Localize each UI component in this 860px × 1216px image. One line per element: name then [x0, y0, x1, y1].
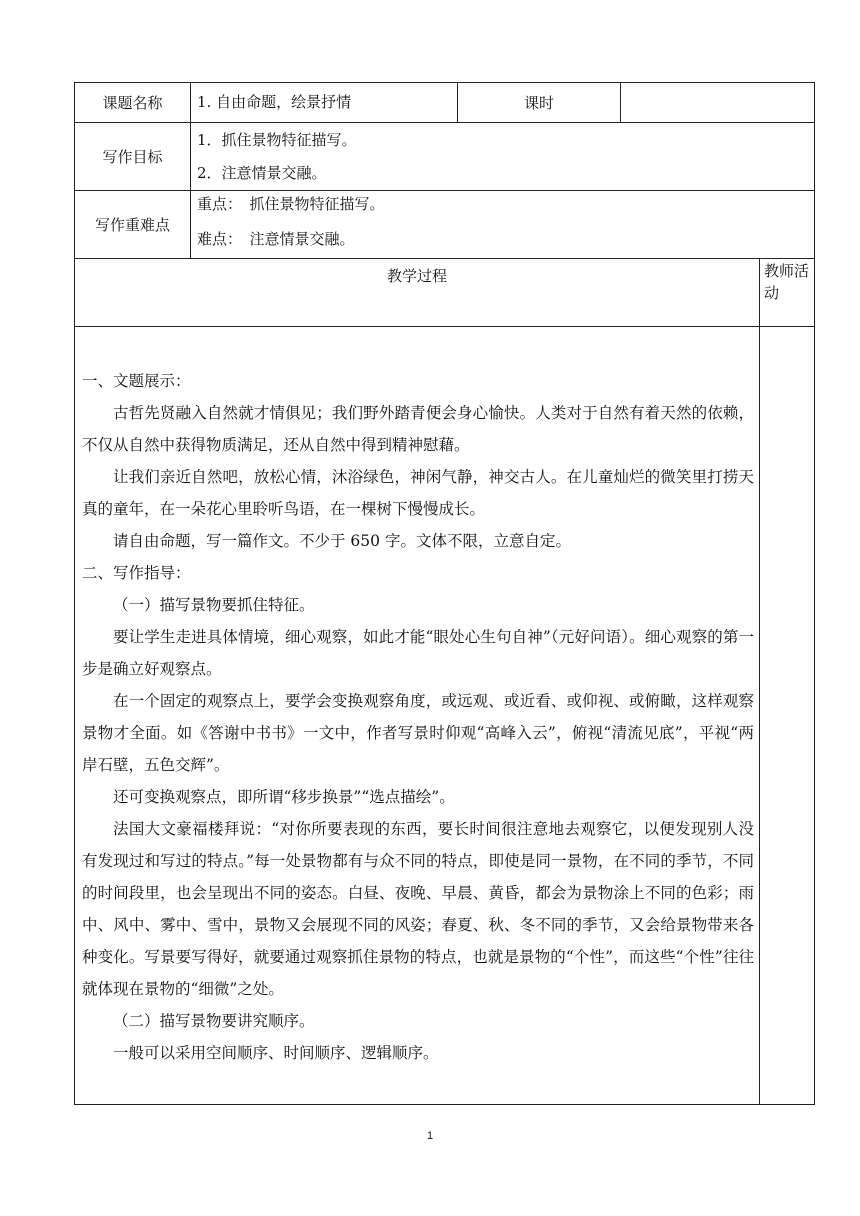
section-title: 二、写作指导： — [82, 564, 191, 582]
paragraph: 一般可以采用空间顺序、时间顺序、逻辑顺序。 — [113, 1044, 439, 1062]
difficult-point: 难点： 注意情景交融。 — [197, 230, 355, 248]
key-point: 重点： 抓住景物特征描写。 — [197, 195, 385, 213]
paragraph: 还可变换观察点，即所谓“移步换景”“选点描绘”。 — [113, 788, 455, 806]
paragraph: 法国大文豪福楼拜说：“对你所要表现的东西，要长时间很注意地去观察它，以便发现别人没有发现过和写过的特点。”每一处景物都有与众不同的特点，即使是同一景物，在不同的季节，不同的时间段里，也会呈现出不同的姿态。白昼、夜晚、早晨、黄昏，都会为景物涂上不同的色彩；雨中、风中、雾中、雪中，景物又会展现不同的风姿；春夏、秋、冬不同的季节，又会给景物带来各种变化。写景要写得好，就要通过观察抓住景物的特点，也就是景物的“个性”，而这些“个性”往往就体现在景物的“细微”之处。 — [82, 820, 754, 998]
title-value: 1. 自由命题，绘景抒情 — [197, 93, 352, 111]
goal-item: 2．注意情景交融。 — [197, 164, 327, 182]
paragraph: 要让学生走进具体情境，细心观察，如此才能“眼处心生句自神”（元好问语）。细心观察的第一步是确立好观察点。 — [82, 628, 754, 678]
paragraph: 让我们亲近自然吧，放松心情，沐浴绿色，神闲气静，神交古人。在儿童灿烂的微笑里打捞天真的童年，在一朵花心里聆听鸟语，在一棵树下慢慢成长。 — [82, 468, 754, 518]
subsection-title: （二）描写景物要讲究顺序。 — [113, 1012, 315, 1030]
table-col-divider — [759, 258, 760, 1104]
paragraph: 请自由命题，写一篇作文。不少于 650 字。文体不限，立意自定。 — [113, 532, 571, 550]
table-border-right — [814, 82, 815, 1104]
table-row-divider — [74, 258, 815, 259]
title-label: 课题名称 — [102, 93, 163, 112]
goal-item: 1．抓住景物特征描写。 — [197, 131, 357, 149]
teacher-activity-header: 教师活动 — [764, 262, 810, 302]
period-label: 课时 — [523, 93, 554, 112]
process-header: 教学过程 — [386, 267, 447, 285]
key-points-label: 写作重难点 — [94, 215, 170, 234]
table-row-divider — [74, 326, 815, 327]
subsection-title: （一）描写景物要抓住特征。 — [113, 596, 315, 614]
goals-label: 写作目标 — [102, 147, 163, 166]
section-title: 一、文题展示： — [82, 372, 191, 390]
table-col-divider — [190, 82, 191, 258]
period-value — [621, 83, 814, 122]
page-number: 1 — [426, 1130, 434, 1142]
table-border-bottom — [74, 1104, 815, 1105]
lesson-content — [82, 365, 754, 1069]
paragraph: 古哲先贤融入自然就才情俱见；我们野外踏青便会身心愉快。人类对于自然有着天然的依赖，不仅从自然中获得物质满足，还从自然中得到精神慰藉。 — [82, 404, 754, 454]
paragraph: 在一个固定的观察点上，要学会变换观察角度，或远观、或近看、或仰视、或俯瞰，这样观察景物才全面。如《答谢中书书》一文中，作者写景时仰观“高峰入云”，俯视“清流见底”，平视“两岸石壁，五色交辉”。 — [82, 692, 754, 774]
